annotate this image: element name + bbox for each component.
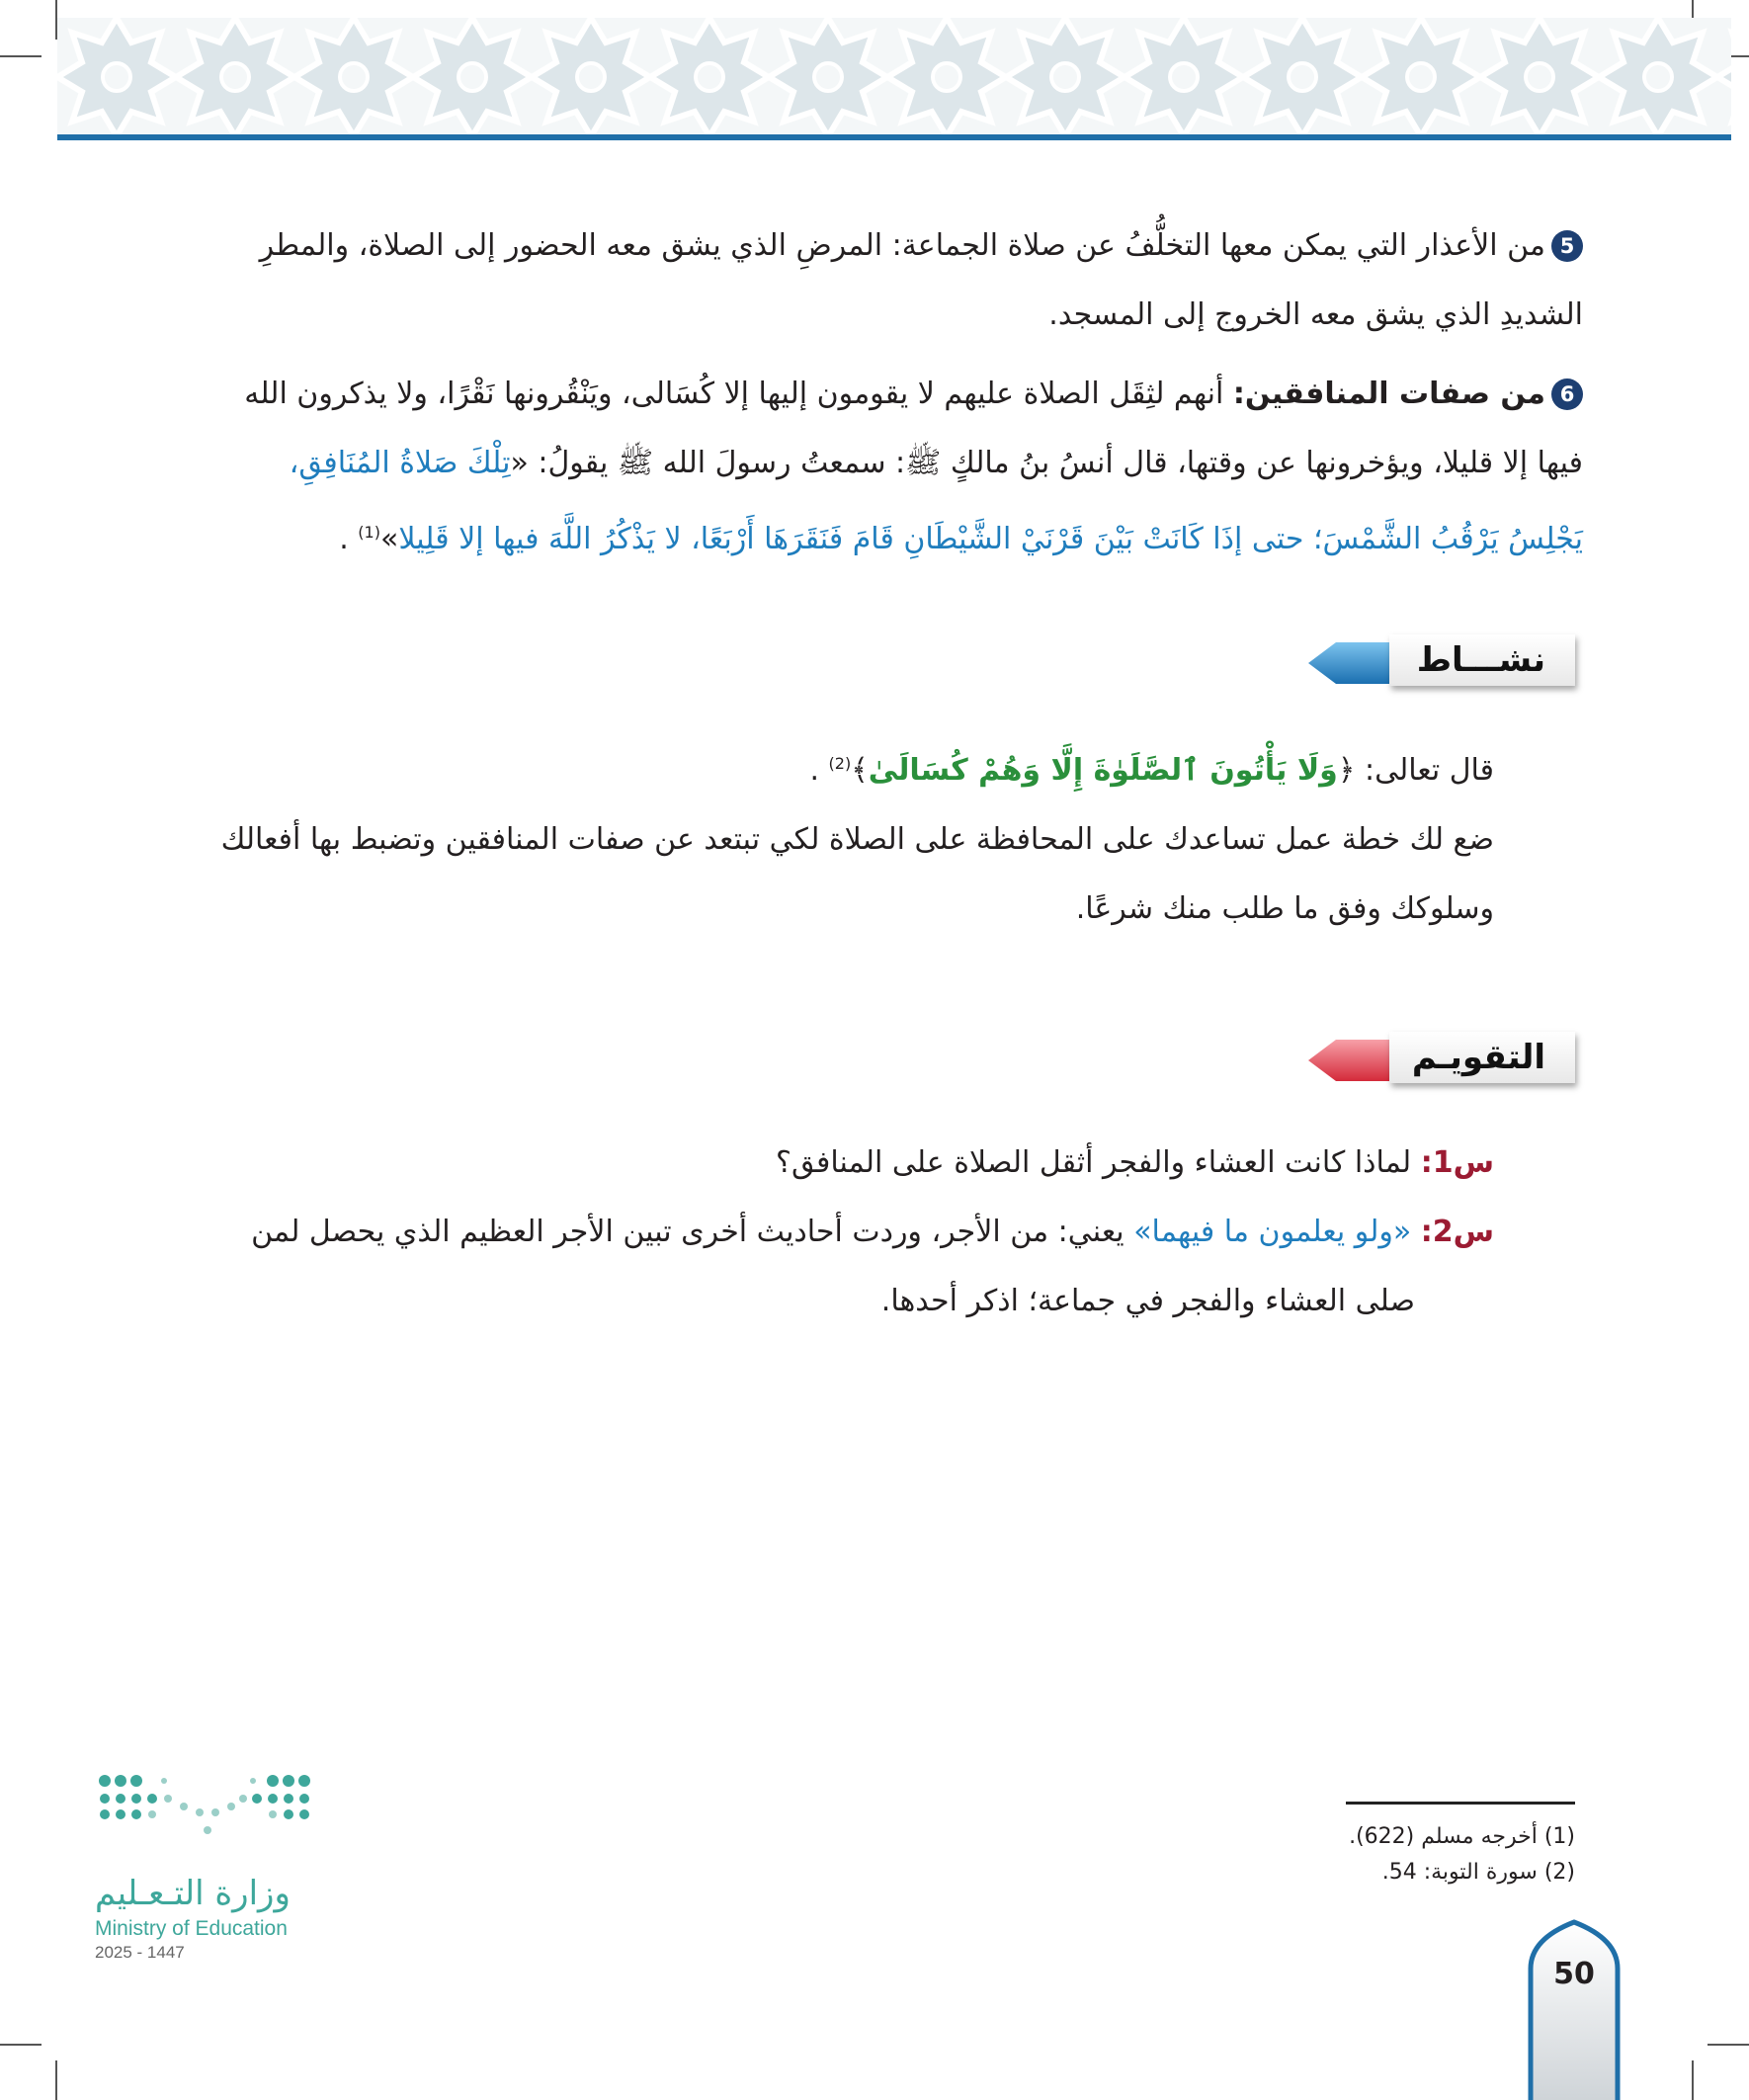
activity-title: نشـــاط bbox=[1416, 640, 1545, 680]
activity-line3: وسلوكك وفق ما طلب منك شرعًا. bbox=[1075, 891, 1494, 926]
item-6-lead: من صفات المنافقين: bbox=[1232, 377, 1545, 411]
footnote-ref: (2) bbox=[828, 754, 852, 773]
item-number-badge: 5 bbox=[1551, 230, 1583, 262]
footnote-2: (2) سورة التوبة: 54. bbox=[1381, 1860, 1575, 1885]
footnote-divider bbox=[1346, 1802, 1575, 1805]
hadith-quote: «ولو يعلمون ما فيهما» bbox=[1124, 1215, 1421, 1249]
item-5-line2: الشديدِ الذي يشق معه الخروج إلى المسجد. bbox=[1048, 297, 1583, 332]
quran-verse: وَلَا يَأْتُونَ ٱلصَّلَوٰةَ إِلَّا وَهُمْ كُسَالَىٰ bbox=[868, 753, 1338, 788]
page-number-tab bbox=[1528, 1919, 1621, 2100]
logo-dots-icon bbox=[95, 1769, 312, 1848]
crop-mark bbox=[55, 2060, 57, 2100]
crop-mark bbox=[1707, 2044, 1749, 2046]
item-6-line3: يَجْلِسُ يَرْقُبُ الشَّمْسَ؛ حتى إذَا كَانَتْ بَيْنَ قَرْنَيْ الشَّيْطَانِ قَامَ فَنَقَرَهَا أَرْبَعًا، لا يَذْكُرُ اللَّهَ فيها إلا قَلِيلا»$^{(1)}$ . bbox=[339, 522, 1583, 556]
question-label: س1: bbox=[1420, 1145, 1494, 1180]
footnote-1: (1) أخرجه مسلم (622). bbox=[1349, 1824, 1575, 1849]
crop-mark bbox=[0, 55, 42, 57]
crop-mark bbox=[0, 2044, 42, 2046]
item-5-line1: 5من الأعذار التي يمكن معها التخلُّفُ عن صلاة الجماعة: المرضِ الذي يشق معه الحضور إلى الصلاة، والمطرِ bbox=[188, 211, 1583, 281]
header-rule bbox=[57, 134, 1731, 140]
header-pattern bbox=[57, 18, 1731, 138]
question-1: س1: لماذا كانت العشاء والفجر أثقل الصلاة على المنافق؟ bbox=[776, 1145, 1494, 1180]
item-number-badge: 6 bbox=[1551, 378, 1583, 410]
activity-line2: ضع لك خطة عمل تساعدك على المحافظة على الصلاة لكي تبتعد عن صفات المنافقين وتضبط بها أفعالك bbox=[220, 822, 1494, 857]
ministry-year: 2025 - 1447 bbox=[95, 1943, 185, 1962]
evaluation-text bbox=[164, 1129, 1494, 1336]
ministry-name-english: Ministry of Education bbox=[95, 1917, 288, 1940]
page-number: 50 bbox=[1553, 1957, 1595, 1991]
footnote-ref: (1) bbox=[358, 523, 380, 542]
question-2-line2: صلى العشاء والفجر في جماعة؛ اذكر أحدها. bbox=[880, 1284, 1415, 1318]
ministry-name-arabic: وزارة التـعـليم bbox=[95, 1874, 291, 1913]
hadith-quote: تِلْكَ صَلاةُ المُنَافِقِ، bbox=[289, 446, 511, 480]
hadith-quote: يَجْلِسُ يَرْقُبُ الشَّمْسَ؛ حتى إذَا كَانَتْ بَيْنَ قَرْنَيْ الشَّيْطَانِ قَامَ فَنَقَرَهَا أَرْبَعًا، لا يَذْكُرُ اللَّهَ فيها إلا قَلِيلا bbox=[398, 522, 1583, 556]
activity-verse-line: قال تعالى: ﴿وَلَا يَأْتُونَ ٱلصَّلَوٰةَ إِلَّا وَهُمْ كُسَالَىٰ﴾$^{(2)}$ . bbox=[809, 753, 1494, 788]
question-2: س2: «ولو يعلمون ما فيهما» يعني: من الأجر، وردت أحاديث أخرى تبين الأجر العظيم الذي يحصل لمن bbox=[251, 1215, 1494, 1249]
item-6 bbox=[188, 360, 1583, 574]
evaluation-title: التقويـم bbox=[1411, 1038, 1545, 1077]
item-5 bbox=[188, 211, 1583, 350]
crop-mark bbox=[1692, 2060, 1694, 2100]
activity-text bbox=[164, 729, 1494, 944]
activity-heading bbox=[1306, 634, 1575, 690]
evaluation-heading bbox=[1306, 1032, 1575, 1087]
item-6-line2: فيها إلا قليلا، ويؤخرونها عن وقتها، قال أنسُ بنُ مالكٍ ﷺ: سمعتُ رسولَ الله ﷺ يقولُ: «تِلْكَ صَلاةُ المُنَافِقِ، bbox=[289, 446, 1583, 480]
ministry-logo bbox=[95, 1769, 322, 2006]
question-label: س2: bbox=[1420, 1215, 1494, 1249]
item-6-line1: 6من صفات المنافقين: أنهم لثِقَل الصلاة عليهم لا يقومون إليها إلا كُسَالى، ويَنْقُرونها نَقْرًا، ولا يذكرون الله bbox=[188, 360, 1583, 429]
